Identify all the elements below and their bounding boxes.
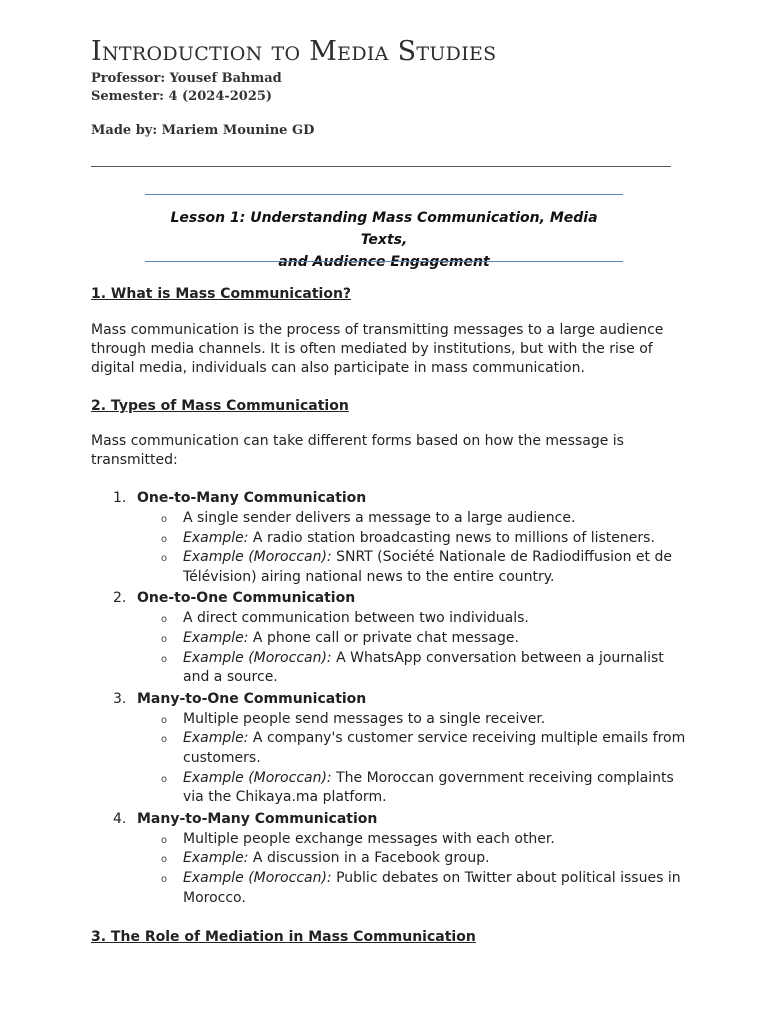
sub-list-item [137, 629, 691, 649]
circle-bullet-icon: o [161, 614, 168, 626]
example-text: A company's customer service receiving multiple emails from customers. [183, 730, 686, 766]
list-item [91, 808, 691, 908]
professor-line: Professor: Yousef Bahmad [91, 71, 282, 86]
sub-list-item [137, 509, 691, 529]
sub-list-item [137, 548, 691, 587]
section1-body: Mass communication is the process of transmitting messages to a large audience through media channels. It is often mediated by institutions, but with the rise of digital media, individuals can also participate in mass communication. [91, 322, 664, 376]
item-description: Multiple people send messages to a single receiver. [183, 710, 546, 727]
circle-bullet-icon: o [161, 514, 168, 525]
sub-list-item [137, 649, 691, 688]
sub-list-item [137, 529, 691, 549]
lesson-title-line1: Lesson 1: Understanding Mass Communication, Media Texts, [170, 210, 598, 248]
document-title: Introduction to Media Studies [91, 36, 497, 67]
circle-bullet-icon: o [161, 714, 168, 726]
section1-heading: 1. What is Mass Communication? [91, 286, 352, 302]
item-number: 2. [113, 590, 127, 607]
item-title: Many-to-Many Communication [137, 810, 378, 827]
circle-bullet-icon: o [161, 633, 168, 645]
circle-bullet-icon: o [161, 734, 168, 746]
lesson-top-rule [145, 194, 623, 195]
semester-line: Semester: 4 (2024-2025) [91, 89, 273, 104]
sub-list-item [137, 609, 691, 629]
example-label: Example: [183, 629, 249, 646]
moroccan-example-label: Example (Moroccan): [183, 769, 332, 786]
example-label: Example: [183, 850, 249, 867]
sub-list [137, 710, 691, 808]
list-item [91, 688, 691, 808]
moroccan-example-text: The Moroccan government receiving complaints via the Chikaya.ma platform. [183, 769, 674, 806]
moroccan-example-label: Example (Moroccan): [183, 549, 332, 566]
moroccan-example-label: Example (Moroccan): [183, 869, 332, 886]
author-line: Made by: Mariem Mounine GD [91, 123, 315, 138]
sub-list-item [137, 769, 691, 808]
section3-heading: 3. The Role of Mediation in Mass Communication [91, 929, 476, 945]
item-title: One-to-One Communication [137, 590, 356, 607]
sub-list-item [137, 729, 691, 768]
example-text: A radio station broadcasting news to millions of listeners. [248, 529, 655, 546]
circle-bullet-icon: o [161, 854, 168, 866]
item-description: Multiple people exchange messages with each other. [183, 830, 555, 847]
section2-intro: Mass communication can take different forms based on how the message is transmitted: [91, 433, 624, 468]
circle-bullet-icon: o [161, 653, 168, 665]
list-item [91, 487, 691, 587]
communication-types-list [91, 487, 691, 908]
sub-list-item [137, 710, 691, 730]
item-description: A single sender delivers a message to a large audience. [183, 510, 576, 526]
header-divider [91, 166, 671, 167]
example-text: A phone call or private chat message. [248, 629, 519, 646]
sub-list-item [137, 830, 691, 850]
sub-list [137, 609, 691, 687]
circle-bullet-icon: o [161, 533, 168, 545]
item-title: Many-to-One Communication [137, 690, 367, 707]
item-number: 3. [113, 690, 127, 707]
example-text: A discussion in a Facebook group. [248, 850, 490, 867]
list-item [91, 587, 691, 687]
item-number: 1. [113, 490, 127, 506]
moroccan-example-text: SNRT (Société Nationale de Radiodiffusion et de Télévision) airing national news to the entire country. [183, 549, 672, 585]
sub-list-item [137, 869, 691, 908]
circle-bullet-icon: o [161, 553, 168, 565]
sub-list [137, 830, 691, 908]
item-number: 4. [113, 810, 127, 827]
example-label: Example: [183, 730, 249, 747]
moroccan-example-text: Public debates on Twitter about political issues in Morocco. [183, 869, 681, 906]
item-title: One-to-Many Communication [137, 490, 367, 506]
sub-list [137, 509, 691, 587]
lesson-bottom-rule [145, 261, 623, 262]
sub-list-item [137, 849, 691, 869]
circle-bullet-icon: o [161, 873, 168, 885]
lesson-title-line2: and Audience Engagement [278, 254, 490, 270]
circle-bullet-icon: o [161, 834, 168, 846]
circle-bullet-icon: o [161, 773, 168, 785]
item-description: A direct communication between two individuals. [183, 610, 529, 627]
section2-heading: 2. Types of Mass Communication [91, 398, 349, 414]
moroccan-example-label: Example (Moroccan): [183, 649, 332, 666]
example-label: Example: [183, 529, 249, 546]
moroccan-example-text: A WhatsApp conversation between a journalist and a source. [183, 649, 664, 686]
lesson-title [145, 207, 623, 273]
